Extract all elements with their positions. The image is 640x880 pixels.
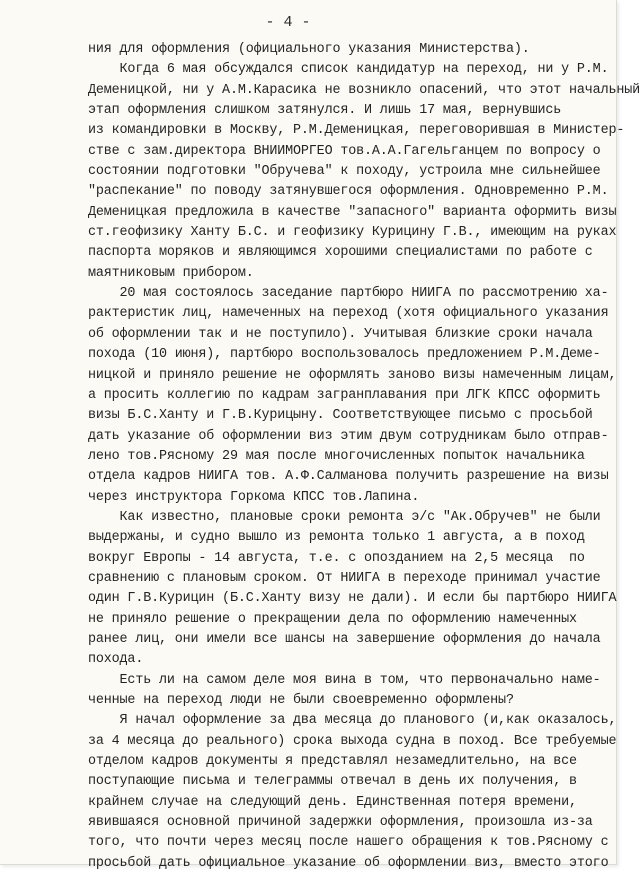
text-line: стве с зам.директора ВНИИМОРГЕО тов.А.А.Гагельганцем по вопросу о: [88, 143, 601, 159]
text-line: просьбой дать официальное указание об оформлении виз, вместо этого: [88, 855, 609, 871]
text-line: не приняло решение о прекращении дела по оформлению намеченных: [88, 611, 577, 627]
text-line: ницкой и приняло решение не оформлять заново визы намеченным лицам,: [88, 367, 617, 383]
text-line: этап оформления слишком затянулся. И лишь 17 мая, вернувшись: [88, 103, 562, 119]
text-line: ст.геофизику Ханту Б.С. и геофизику Курицину Г.В., имеющим на руках: [88, 225, 617, 241]
text-line: сравнению с плановым сроком. От НИИГА в переходе принимал участие: [88, 570, 601, 586]
text-line: отделом кадров документы я представлял незамедлительно, на все: [88, 754, 577, 770]
text-line: "распекание" по поводу затянувшегося оформления. Одновременно Р.М.: [88, 184, 609, 200]
text-line: через инструктора Горкома КПСС тов.Лапина.: [88, 489, 420, 505]
text-line: Деменицкая предложила в качестве "запасного" варианта оформить визы: [88, 204, 617, 220]
text-line: ния для оформления (официального указания Министерства).: [88, 42, 530, 57]
text-line: похода (10 июня), партбюро воспользовалось предложением Р.М.Деме-: [88, 347, 601, 363]
text-line: выдержаны, и судно вышло из ремонта только 1 августа, а в поход: [88, 530, 585, 546]
text-line: Когда 6 мая обсуждался список кандидатур на переход, ни у Р.М.: [88, 62, 609, 78]
text-line: 20 мая состоялось заседание партбюро НИИГА по рассмотрению ха-: [88, 286, 609, 302]
text-line: дать указание об оформлении виз этим двум сотрудникам было отправ-: [88, 428, 609, 444]
text-line: а просить коллегию по кадрам загранплавания при ЛГК КПСС оформить: [88, 387, 601, 403]
text-line: ченные на переход люди не были своевременно оформлены?: [88, 693, 514, 708]
text-line: один Г.В.Курицин (Б.С.Ханту визу не дали). И если бы партбюро НИИГА: [88, 591, 617, 607]
text-line: Деменицкой, ни у А.М.Карасика не возникло опасений, что этот начальный: [88, 82, 640, 98]
text-line: Есть ли на самом деле моя вина в том, что первоначально наме-: [88, 672, 601, 688]
text-line: из командировки в Москву, Р.М.Деменицкая, переговорившая в Министер-: [88, 123, 625, 139]
text-line: вокруг Европы - 14 августа, т.е. с опозданием на 2,5 месяца по: [88, 550, 585, 566]
text-line: за 4 месяца до реального) срока выхода судна в поход. Все требуемые: [88, 733, 617, 749]
text-line: маятниковым прибором.: [88, 265, 254, 281]
text-line: об оформлении так и не поступило). Учитывая близкие сроки начала: [88, 326, 593, 342]
text-line: похода.: [88, 652, 144, 668]
text-line: состоянии подготовки "Обручева" к походу, устроила мне сильнейшее: [88, 164, 601, 180]
text-line: Как известно, плановые сроки ремонта э/с "Ак.Обручев" не были: [88, 509, 601, 525]
page-number: - 4 -: [265, 14, 311, 31]
text-line: того, что почти через месяц после нашего обращения к тов.Рясному с: [88, 835, 609, 851]
text-line: паспорта моряков и являющимся хорошими специалистами по работе с: [88, 245, 593, 261]
typed-text-body: [88, 40, 640, 874]
text-line: Я начал оформление за два месяца до планового (и,как оказалось,: [88, 713, 617, 729]
text-line: рактеристик лиц, намеченных на переход (хотя официального указания: [88, 306, 609, 322]
text-line: визы Б.С.Ханту и Г.В.Курицыну. Соответствующее письмо с просьбой: [88, 408, 593, 424]
text-line: поступающие письма и телеграммы отвечал в день их получения, в: [88, 774, 577, 790]
text-line: лено тов.Рясному 29 мая после многочисленных попыток начальника: [88, 448, 585, 464]
text-line: ранее лиц, они имели все шансы на завершение оформления до начала: [88, 631, 601, 647]
text-line: отдела кадров НИИГА тов. А.Ф.Салманова получить разрешение на визы: [88, 469, 609, 485]
text-line: крайнем случае на следующий день. Единственная потеря времени,: [88, 794, 577, 810]
text-line: явившаяся основной причиной задержки оформления, произошла из-за: [88, 815, 593, 831]
